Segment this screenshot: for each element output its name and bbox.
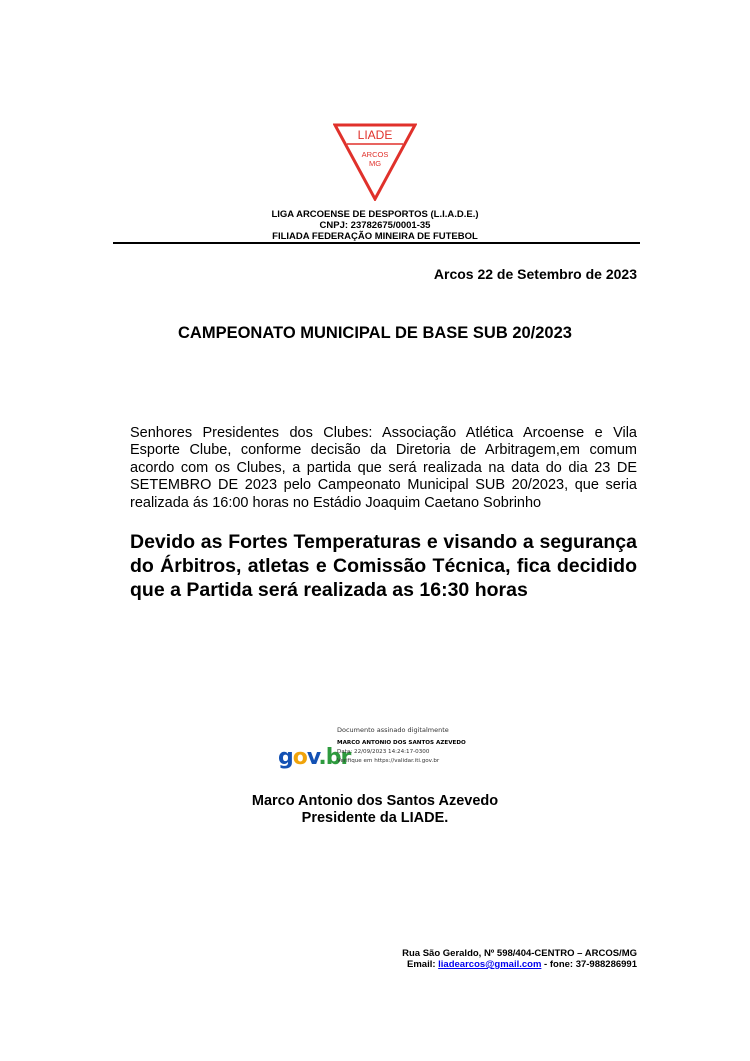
signer-role: Presidente da LIADE. bbox=[301, 810, 449, 826]
logo-state: MG bbox=[368, 159, 382, 168]
footer-contact bbox=[407, 959, 637, 970]
signature-verify: Verifique em https://validar.iti.gov.br bbox=[337, 758, 440, 764]
digital-signature-stamp bbox=[278, 725, 478, 780]
signature-date: Data: 22/09/2023 14:24:17-0300 bbox=[337, 749, 430, 755]
logo-city: ARCOS bbox=[361, 150, 389, 159]
footer-email-label: Email: bbox=[407, 959, 439, 970]
liade-logo bbox=[333, 123, 417, 201]
org-cnpj: CNPJ: 23782675/0001-35 bbox=[319, 220, 431, 231]
liade-triangle-emblem bbox=[333, 123, 417, 201]
signer-name: Marco Antonio dos Santos Azevedo bbox=[251, 793, 499, 809]
footer-phone: - fone: 37-988286991 bbox=[541, 959, 637, 970]
body-paragraph: Senhores Presidentes dos Clubes: Associação Atlética Arcoense e Vila Esporte Clube, conforme decisão da Diretoria de Arbitragem,em comum acordo com os Clubes, a partida que será realizada na data do dia 23 DE SETEMBRO DE 2023 pelo Campeonato Municipal SUB 20/2023, que seria realizada ás 16:00 horas no Estádio Joaquim Caetano Sobrinho bbox=[130, 425, 637, 511]
decision-paragraph: Devido as Fortes Temperaturas e visando a segurança do Árbitros, atletas e Comissão Técnica, fica decidido que a Partida será realizada as 16:30 horas bbox=[130, 531, 637, 601]
govbr-logo: gov.br bbox=[278, 745, 351, 770]
org-affiliation: FILIADA FEDERAÇÃO MINEIRA DE FUTEBOL bbox=[272, 231, 478, 242]
signature-signer: MARCO ANTONIO DOS SANTOS AZEVEDO bbox=[337, 740, 466, 746]
org-name: LIGA ARCOENSE DE DESPORTOS (L.I.A.D.E.) bbox=[271, 209, 479, 220]
footer-address: Rua São Geraldo, Nº 598/404-CENTRO – ARCOS/MG bbox=[402, 948, 637, 959]
signature-caption: Documento assinado digitalmente bbox=[337, 726, 449, 734]
logo-title: LIADE bbox=[357, 128, 393, 142]
header-divider bbox=[113, 242, 640, 244]
footer-email-link[interactable]: liadearcos@gmail.com bbox=[438, 959, 542, 970]
document-title: CAMPEONATO MUNICIPAL DE BASE SUB 20/2023 bbox=[178, 324, 572, 342]
document-date: Arcos 22 de Setembro de 2023 bbox=[433, 266, 637, 282]
